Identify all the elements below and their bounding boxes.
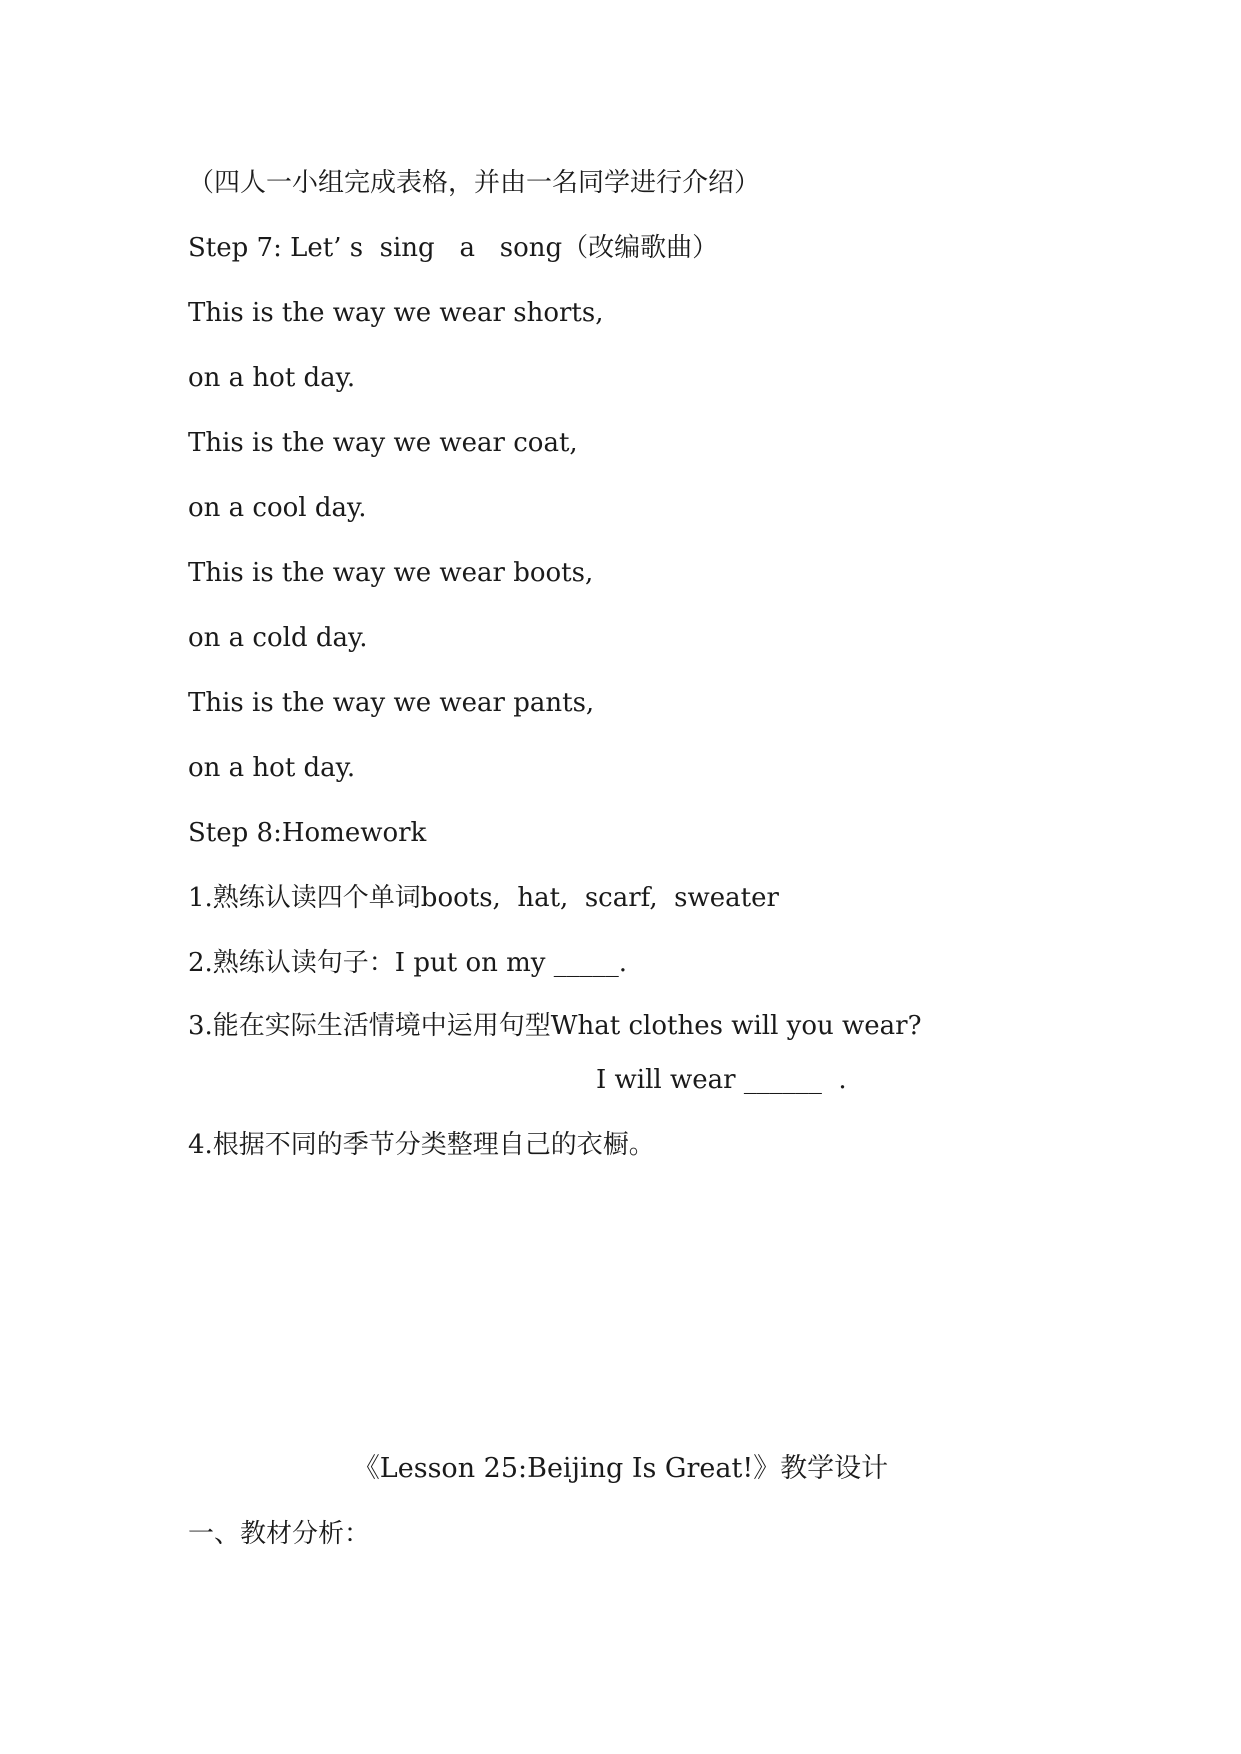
homework-item-2: 2.熟练认读句子：I put on my _____. [188,948,627,978]
homework-item-3: 3.能在实际生活情境中运用句型What clothes will you wear? [188,1011,922,1041]
song-line-2: on a hot day. [188,363,356,393]
song-line-1: This is the way we wear shorts, [188,298,604,328]
song-line-3: This is the way we wear coat, [188,428,578,458]
step-7-heading: Step 7: Let’ s sing a song（改编歌曲） [188,233,719,263]
lesson-title: 《Lesson 25:Beijing Is Great!》教学设计 [352,1453,889,1484]
song-line-8: on a hot day. [188,753,356,783]
song-line-6: on a cold day. [188,623,368,653]
song-line-5: This is the way we wear boots, [188,558,594,588]
homework-item-3-answer: I will wear ______ . [596,1065,847,1095]
step-8-heading: Step 8:Homework [188,818,427,848]
homework-item-1: 1.熟练认读四个单词boots, hat, scarf, sweater [188,883,779,913]
group-instruction: （四人一小组完成表格，并由一名同学进行介绍） [188,168,761,198]
homework-item-4: 4.根据不同的季节分类整理自己的衣橱。 [188,1130,655,1160]
song-line-7: This is the way we wear pants, [188,688,595,718]
song-line-4: on a cool day. [188,493,367,523]
section-heading: 一、教材分析： [188,1519,371,1549]
